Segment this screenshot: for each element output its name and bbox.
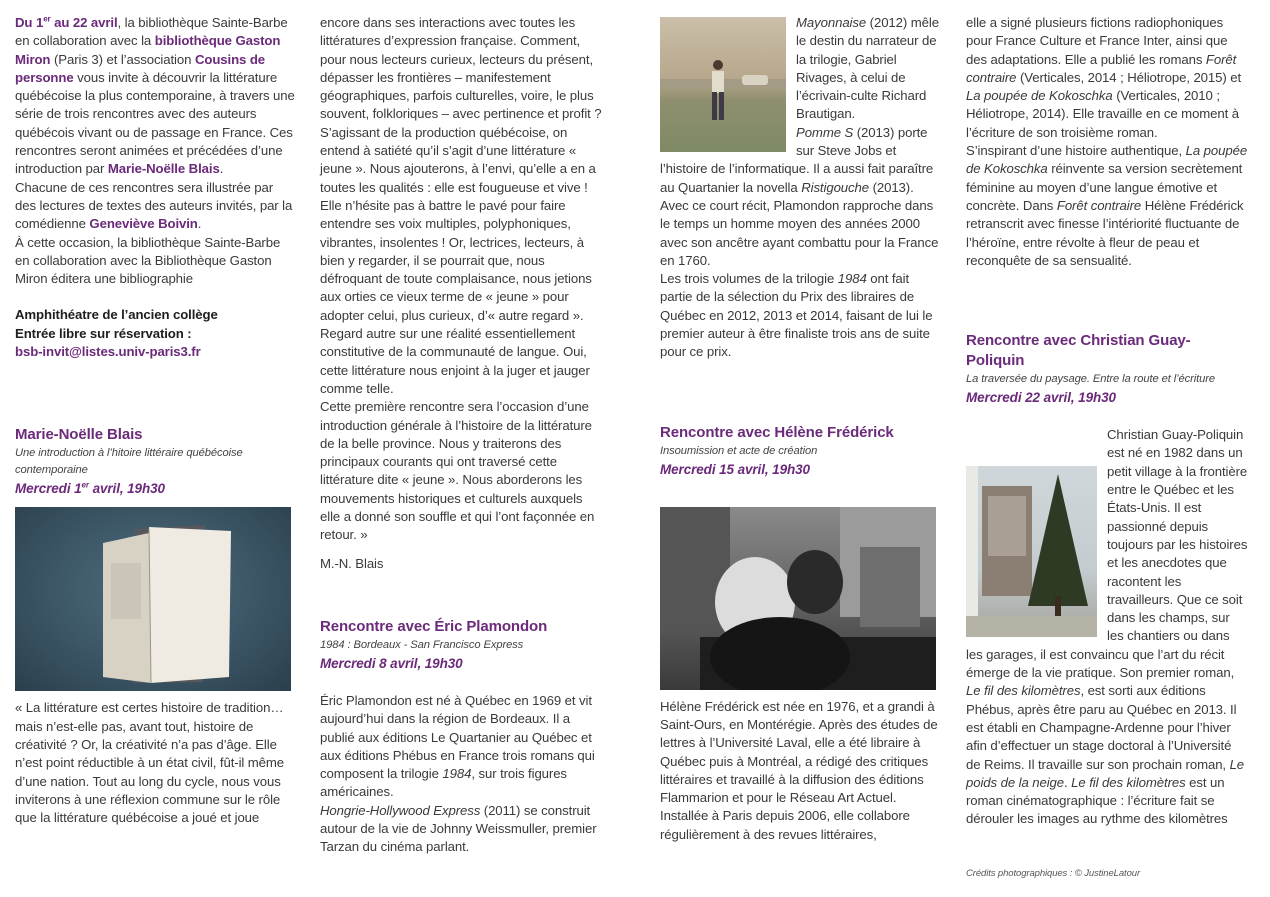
intro-paragraph: Du 1er au 22 avril, la bibliothèque Sainte-Barbe en collaboration avec la bibliothèque Gaston Miron (Paris 3) et l’association Cousins de personne vous invite à découvrir la littérature québécoise la plus contemporaine, à travers une série de trois rencontres avec des auteurs québécois vivant ou de passage en France. Ces rencontres seront animées et précédées d’une introduction par Marie-Noëlle Blais. [15,14,295,177]
frederick-bio: Hélène Frédérick est née en 1976, et a grandi à Saint-Ours, en Montérégie. Après des études de lettres à l’Université Laval, elle a été libraire à Québec puis à Montréal, a rédigé des critiques littéraires et travaillé à la diffusion des éditions Flammarion et pour le Réseau Art Actuel. Installée à Paris depuis 2006, elle collabore régulièrement à des revues littéraires, [660,698,938,842]
org-gaston-miron: bibliothèque Gaston Miron [15,33,281,67]
person-walking-icon [660,17,786,152]
venue: Amphithéatre de l’ancien collège [15,307,218,323]
event3-date: Mercredi 15 avril, 19h30 [660,461,810,477]
column-2 [320,14,605,857]
event3-title: Rencontre avec Hélène Frédérick [660,423,894,441]
quote-signature: M.-N. Blais [320,555,384,571]
intro-bibliography: À cette occasion, la bibliothèque Sainte-Barbe en collaboration avec la Bibliothèque Gaston Miron éditera une bibliographie [15,234,281,287]
event1-date: Mercredi 1er avril, 19h30 [15,480,165,497]
event2-date: Mercredi 8 avril, 19h30 [320,655,463,671]
quote-part2: encore dans ses interactions avec toutes les littératures d’expression française. Comment, pour nous lecteurs curieux, lecteurs du présent, dépasser les frontières – manifestement géographiques, parfois culturelles, voire, le plus souvent, folkloriques – avec pertinence et profit ? S’agissant de la production québécoise, on entend à satiété qu’il s’agit d’une littérature « jeune ». Nous ajouterons, à l’envi, qu’elle a en a toutes les qualités : elle est fougueuse et vive ! Elle n’hésite pas à battre le pavé pour faire entendre ses voix multiples, polyphoniques, vibrantes, insolentes ! Or, lectrices, lecteurs, à bien y regarder, il se pourrait que, nous défroquant de toute complaisance, nous jetions aux orties ce vieux terme de « jeune » pour adopter celui, plus curieux, d’« autre regard ». Regard autre sur une réalité essentiellement constitutive de la communauté de langue. Oui, cette littérature nous enjoint à la juger et jauger comme telle. [320,15,602,396]
intro-date: Du 1er au 22 avril [15,14,118,30]
quote-part3: Cette première rencontre sera l’occasion d’une introduction générale à l’histoire de la littérature de la belle province. Nous y traiterons des principaux courants qui ont traversé cette littérature dite « jeune ». Nous aborderons les mouvements historiques et culturels auxquels elle a donné son souffle et qui l’ont façonnée en retour. » [320,399,595,543]
frederick-works: elle a signé plusieurs fictions radiophoniques pour France Culture et France Inter, ainsi que des adaptations. Elle a publié les romans Forêt contraire (Verticales, 2014 ; Héliotrope, 2015) et La poupée de Kokoschka (Verticales, 2010 ; Héliotrope, 2014). Elle travaille en ce moment à l’écriture de son troisième roman. [966,15,1242,140]
event4-subtitle: La traversée du paysage. Entre la route et l’écriture [966,373,1216,386]
event4-title: Rencontre avec Christian Guay-Poliquin [966,332,1191,370]
email-link[interactable]: bsb-invit@listes.univ-paris3.fr [15,344,201,360]
plamondon-bio: Éric Plamondon est né à Québec en 1969 et vit aujourd’hui dans la région de Bordeaux. Il a publié aux éditions Le Quartanier au Québec et aux éditions Phébus en France trois romans qui composent la trilogie 1984, sur trois figures américaines. [320,692,595,800]
pomme-text: Pomme S (2013) porte sur Steve Jobs et l’histoire de l’informatique. Il a aussi fait paraître au Quartanier la novella Ristigouche (2013). Avec ce court récit, Plamondon rapproche dans le temps un homme moyen des années 2000 avec son ancêtre ayant combattu pour la France en 1760. [660,124,939,268]
event3-subtitle: Insoumission et acte de création [660,444,818,457]
entry-info: Entrée libre sur réservation : [15,325,192,341]
event4-date: Mercredi 22 avril, 19h30 [966,390,1116,406]
column-1 [15,14,297,827]
quote-part1: « La littérature est certes histoire de tradition… mais n’est-elle pas, avant tout, histoire de créativité ? Or, la créativité n’a pas d’âge. Elle n’est point réductible à un état civil, fût-il même d’une nation. Tout au long du cycle, nous vous inviterons à une réflexion commune sur le rôle que la littérature québécoise a joué et joue [15,700,285,826]
tree-photo [966,466,1097,637]
event2-title: Rencontre avec Éric Plamondon [320,617,548,635]
plamondon-hongrie: Hongrie-Hollywood Express (2011) se construit autour de la vie de Johnny Weissmuller, premier Tarzan du cinéma parlant. [320,802,597,855]
open-book-icon [15,507,291,691]
children-photo [660,507,936,690]
guay-poliquin-section [966,426,1248,829]
name-boivin: Geneviève Boivin [89,216,198,232]
intro-readings: Chacune de ces rencontres sera illustrée par des lectures de textes des auteurs invités, par la comédienne Geneviève Boivin. [15,179,293,232]
vintage-photo [660,17,786,152]
crowd-icon [660,507,936,690]
book-photo [15,507,291,691]
event1-title: Marie-Noëlle Blais [15,426,143,444]
mayonnaise-text: Mayonnaise (2012) mêle le destin du narrateur de la trilogie, Gabriel Rivages, à celui de l’écrivain-culte Richard Brautigan. [796,15,939,122]
photo-credits: Crédits photographiques : © JustineLatour [966,867,1141,879]
event2-subtitle: 1984 : Bordeaux - San Francisco Express [320,638,524,651]
column-4 [966,14,1248,883]
guay-poliquin-bio: Christian Guay-Poliquin est né en 1982 dans un petit village à la frontière entre le Québec et les États-Unis. Il est passionné depuis toujours par les histoires et les anecdotes que racontent les travailleurs. Que ce soit dans les champs, sur les chantiers ou dans les garages, il est convaincu que l’art du récit émerge de la vie pratique. Son premier roman, Le fil des kilomètres, est sorti aux éditions Phébus, après être paru au Québec en 2013. Il est établi en Champagne-Ardenne pour l’hiver afin d’effectuer un stage doctoral à l’Université de Reims. Il travaille sur son prochain roman, Le poids de la neige. Le fil des kilomètres est un roman cinématographique : l’écriture fait se dérouler les images au rythme des kilomètres [966,427,1248,827]
frederick-inspiration: S’inspirant d’une histoire authentique, La poupée de Kokoschka réinvente sa version secrètement féminine au moyen d’une langue émotive et concrète. Dans Forêt contraire Hélène Frédérick retranscrit avec finesse l’intériorité fluctuante de l’héroïne, entre révolte à fleur de peau et reconquête de sa sensualité. [966,143,1248,268]
name-blais: Marie-Noëlle Blais [107,161,220,177]
trilogy-text: Les trois volumes de la trilogie 1984 ont fait partie de la sélection du Prix des libraires de Québec en 2012, 2013 et 2014, faisant de lui le premier auteur à être finaliste trois ans de suite pour ce prix. [660,271,933,360]
tree-icon [966,466,1097,637]
event1-subtitle: Une introduction à l’hitoire littéraire québécoise contemporaine [15,447,243,477]
column-3 [660,14,940,844]
org-cousins: Cousins de personne [15,51,266,85]
